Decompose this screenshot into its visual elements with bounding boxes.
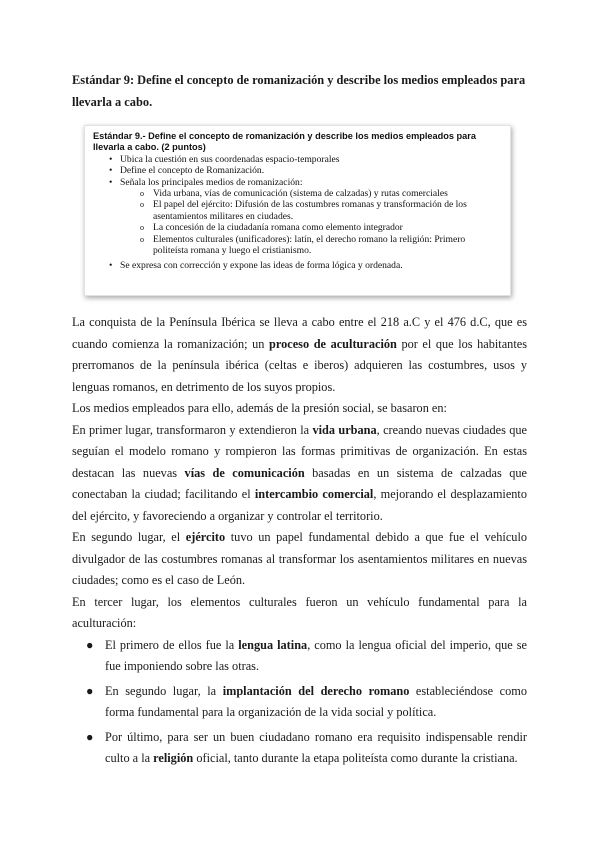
bold-term: ejército xyxy=(185,530,226,544)
criteria-item: • Ubica la cuestión en sus coordenadas espacio-temporales xyxy=(93,154,502,165)
criteria-item: • Define el concepto de Romanización. xyxy=(93,165,502,176)
bold-term: vida urbana xyxy=(312,422,377,437)
bullet-icon: ● xyxy=(86,729,94,744)
criteria-subitem: o El papel del ejército: Difusión de las costumbres romanas y transformación de los asentamientos militares en ciudades. xyxy=(93,199,502,222)
criteria-list xyxy=(93,154,502,272)
standard-criteria-box xyxy=(84,125,511,296)
bullet-icon: ● xyxy=(86,637,94,652)
bold-term: proceso de aculturación xyxy=(269,336,397,351)
bold-term: vías de comunicación xyxy=(184,465,305,480)
list-item: ● En segundo lugar, la implantación del derecho romano estableciéndose como forma fundamental para la organización de la vida social y política. xyxy=(72,681,527,724)
bullet-icon: ● xyxy=(86,683,94,698)
bold-term: religión xyxy=(153,751,194,765)
criteria-subitem: o Vida urbana, vías de comunicación (sistema de calzadas) y rutas comerciales xyxy=(93,188,502,199)
paragraph-urban: En primer lugar, transformaron y extendieron la vida urbana, creando nuevas ciudades que seguían el modelo romano y rompieron las formas primitivas de organización. En estas destacan las nuevas vías de comunicación basadas en un sistema de calzadas que conectaban la ciudad; facilitando el intercambio comercial, mejorando el desplazamiento del ejército, y favoreciendo a organizar y controlar el territorio. xyxy=(72,422,527,523)
bold-term: lengua latina xyxy=(238,637,308,652)
criteria-item: • Se expresa con corrección y expone las ideas de forma lógica y ordenada. xyxy=(93,260,502,271)
essay-body xyxy=(72,312,527,773)
page-heading: Estándar 9: Define el concepto de romanización y describe los medios empleados para llevarla a cabo. xyxy=(72,73,526,109)
criteria-subitem: o Elementos culturales (unificadores): latín, el derecho romano la religión: Primero politeísta romana y luego el cristianismo. xyxy=(93,234,502,257)
criteria-subitem: o La concesión de la ciudadanía romana como elemento integrador xyxy=(93,222,502,233)
bold-term: intercambio comercial xyxy=(254,487,374,501)
paragraph-intro: La conquista de la Península Ibérica se lleva a cabo entre el 218 a.C y el 476 d.C, que es cuando comienza la romanización; un proceso de aculturación por el que los habitantes prerromanos de la península ibérica (celtas e iberos) adquieren las costumbres, usos y lenguas romanos, en detrimento de los suyos propios. xyxy=(72,315,527,394)
bold-term: implantación del derecho romano xyxy=(222,683,410,698)
paragraph-army: En segundo lugar, el ejército tuvo un papel fundamental debido a que fue el vehículo divulgador de las costumbres romanas al transformar los asentamientos militares en nuevas ciudades; como es el caso de León. xyxy=(72,530,528,587)
list-item: ● El primero de ellos fue la lengua latina, como la lengua oficial del imperio, que se fue imponiendo sobre las otras. xyxy=(72,635,527,678)
criteria-title: Estándar 9.- Define el concepto de romanización y describe los medios empleados para llevarla a cabo. (2 puntos) xyxy=(93,131,476,153)
culture-bullet-list xyxy=(72,635,527,770)
paragraph-culture: En tercer lugar, los elementos culturales fueron un vehículo fundamental para la aculturación: xyxy=(72,594,527,630)
paragraph-means: Los medios empleados para ello, además de la presión social, se basaron en: xyxy=(72,401,447,415)
criteria-item: • Señala los principales medios de romanización: xyxy=(93,177,502,188)
list-item: ● Por último, para ser un buen ciudadano romano era requisito indispensable rendir culto a la religión oficial, tanto durante la etapa politeísta como durante la cristiana. xyxy=(72,727,527,770)
